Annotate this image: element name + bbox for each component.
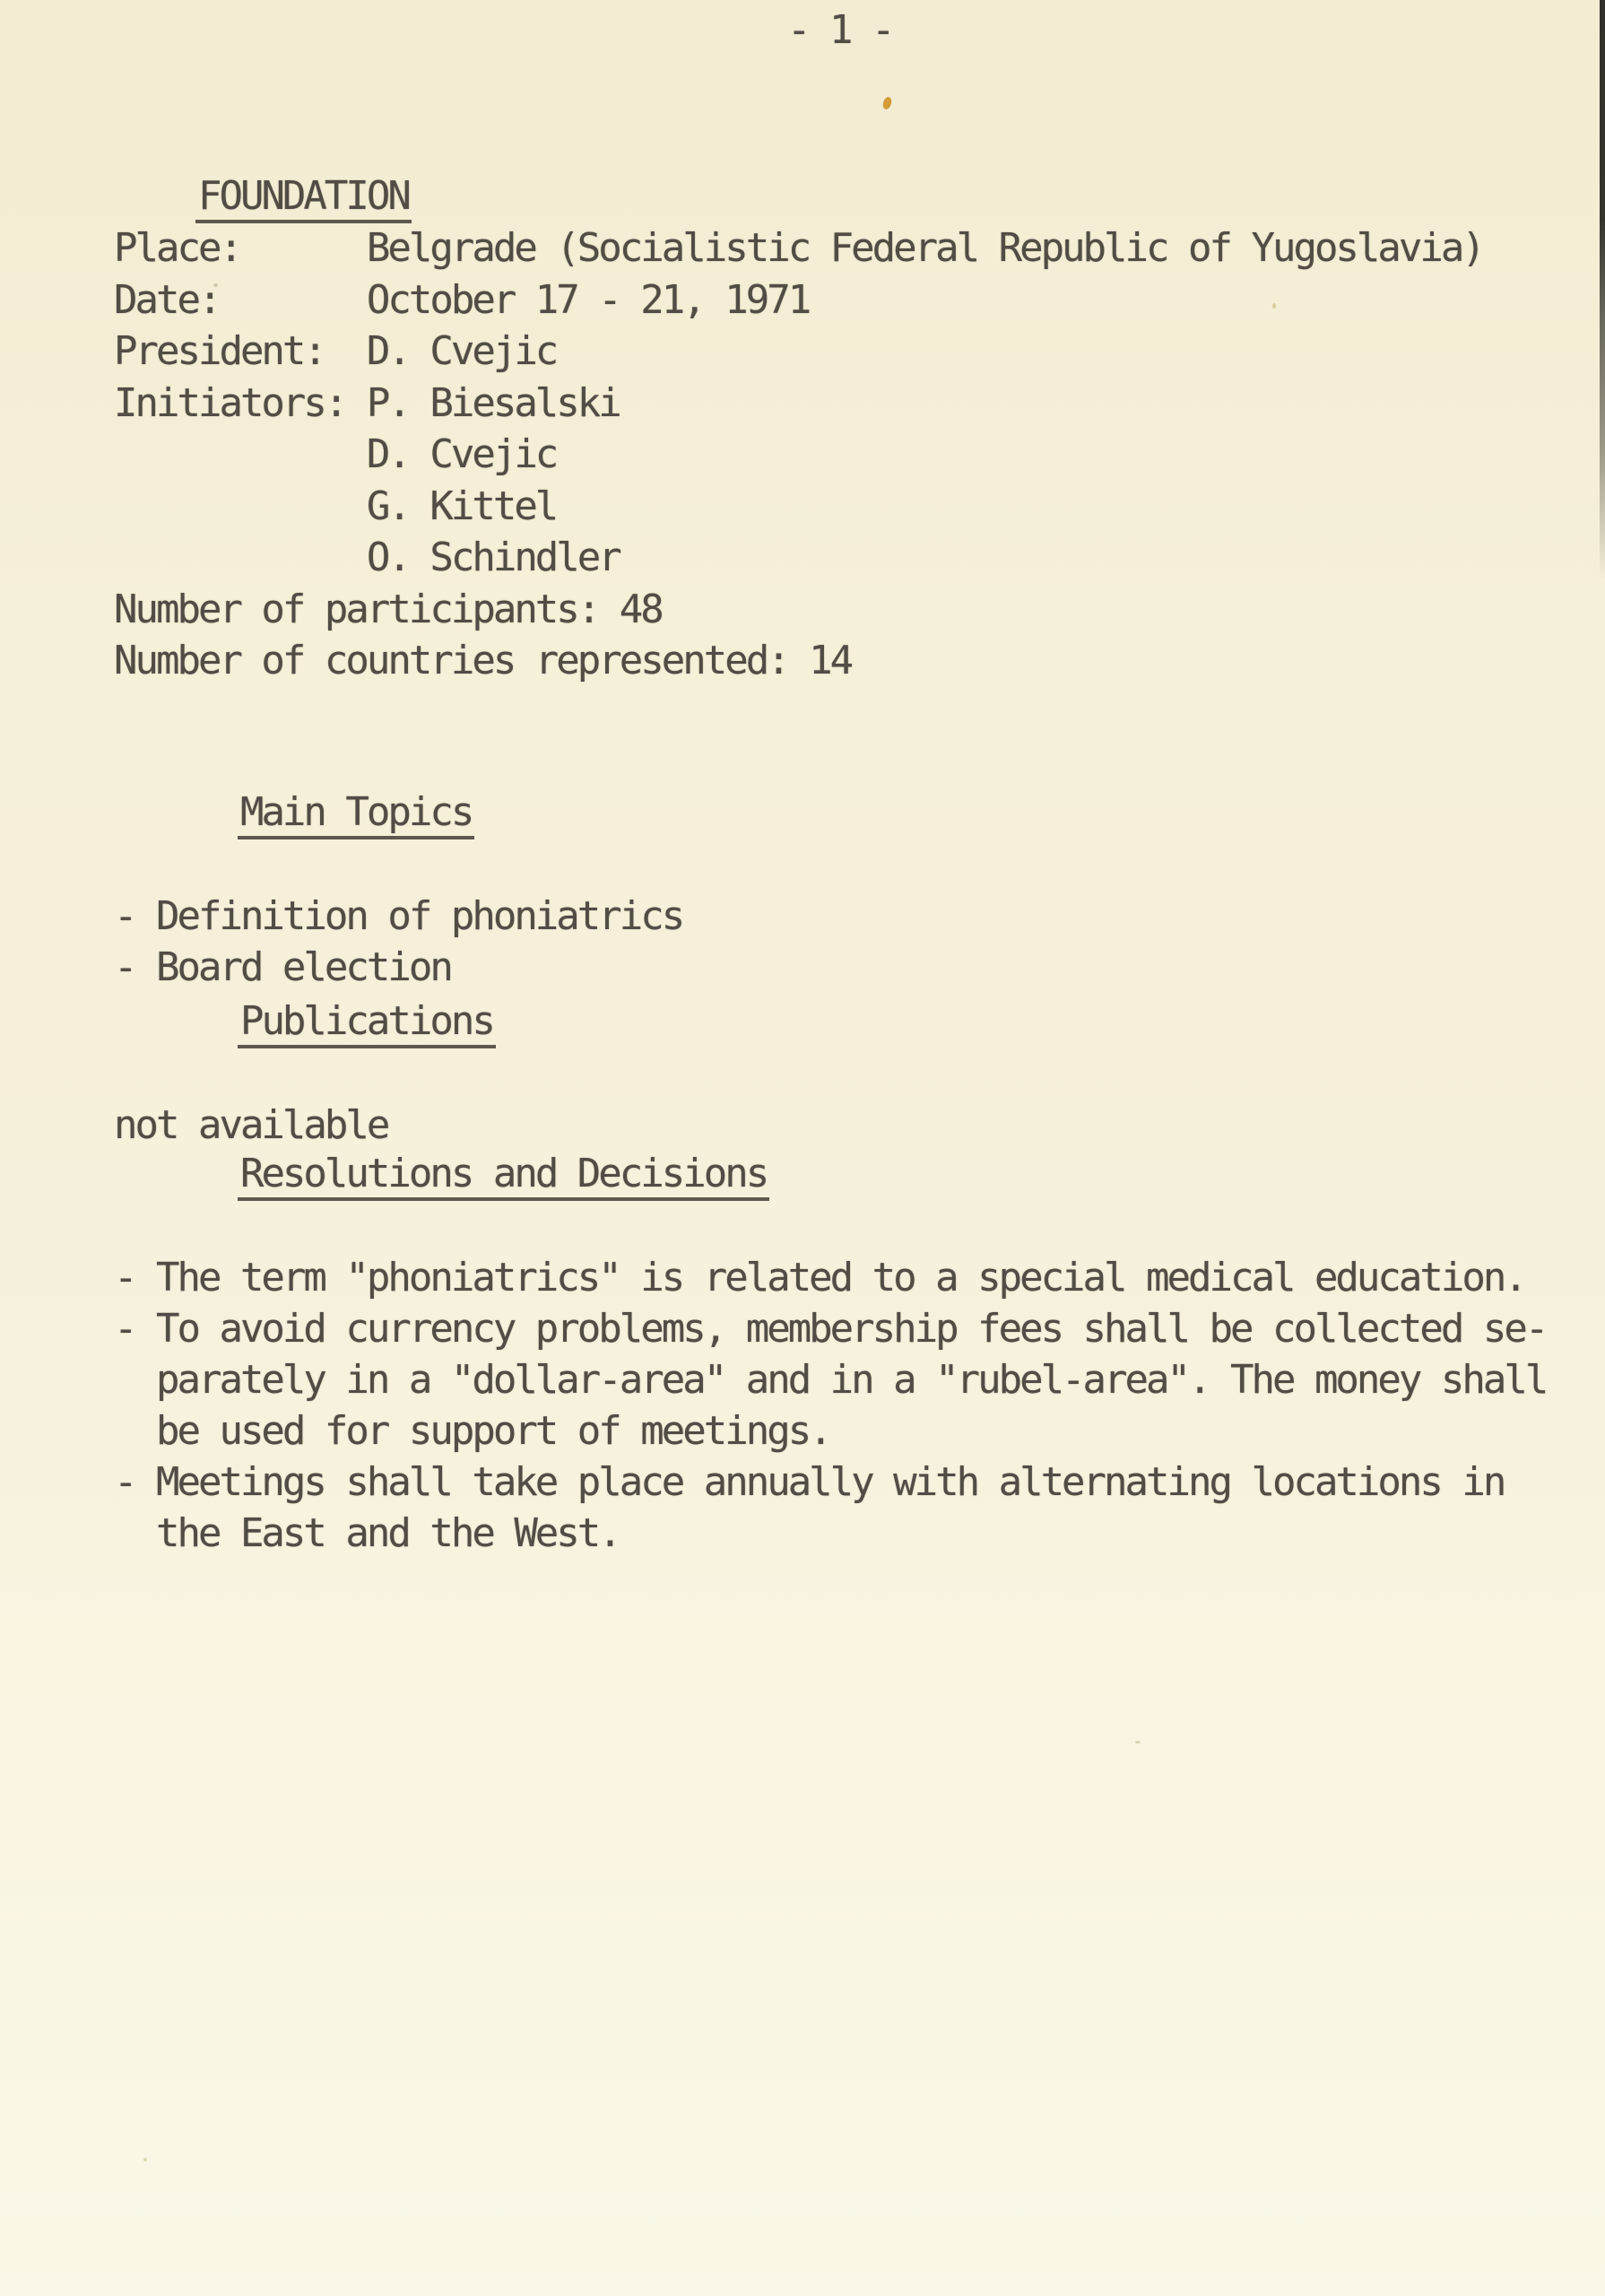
foundation-info-block (114, 222, 1483, 687)
text-line: - Definition of phoniatrics (114, 893, 683, 939)
text-line: - To avoid currency problems, membership fees shall be collected se- (114, 1306, 1547, 1352)
text-line: Place: Belgrade (Socialistic Federal Republic of Yugoslavia) (114, 225, 1483, 271)
main-topics-heading-row (114, 737, 682, 891)
text-line: the East and the West. (114, 1510, 620, 1556)
text-line: Date: October 17 - 21, 1971 (114, 276, 810, 323)
text-line: D. Cvejic (114, 431, 557, 477)
text-line: - The term "phoniatrics" is related to a special medical education. (114, 1255, 1525, 1300)
paper-speck (143, 2158, 147, 2161)
scan-edge-shadow (1600, 0, 1605, 578)
paper-speck (881, 96, 893, 110)
section-heading-resolutions: Resolutions and Decisions (238, 1150, 769, 1201)
text-line: not available (114, 1102, 388, 1148)
text-line: be used for support of meetings. (114, 1408, 830, 1454)
text-line: - Meetings shall take place annually with alternating locations in (114, 1459, 1505, 1505)
paper-speck (1135, 1741, 1141, 1744)
text-line: President: D. Cvejic (114, 328, 557, 374)
resolutions-heading-row (114, 1099, 1546, 1252)
section-heading-foundation: FOUNDATION (195, 172, 412, 223)
text-line: - Board election (114, 944, 451, 990)
section-heading-publications: Publications (238, 997, 496, 1048)
text-line: Number of participants: 48 (114, 586, 662, 632)
paper-speck (213, 283, 218, 287)
text-line: G. Kittel (114, 483, 557, 529)
text-line: O. Schindler (114, 535, 620, 580)
text-line: Number of countries represented: 14 (114, 638, 852, 683)
section-heading-main-topics: Main Topics (238, 788, 474, 839)
page-number: - 1 - (787, 7, 893, 53)
resolutions-section (114, 1099, 1546, 1559)
text-line: parately in a "dollar-area" and in a "rubel-area". The money shall (114, 1357, 1547, 1403)
text-line: Initiators: P. Biesalski (114, 379, 620, 426)
paper-speck (1272, 303, 1276, 309)
publications-heading-row (114, 946, 496, 1100)
